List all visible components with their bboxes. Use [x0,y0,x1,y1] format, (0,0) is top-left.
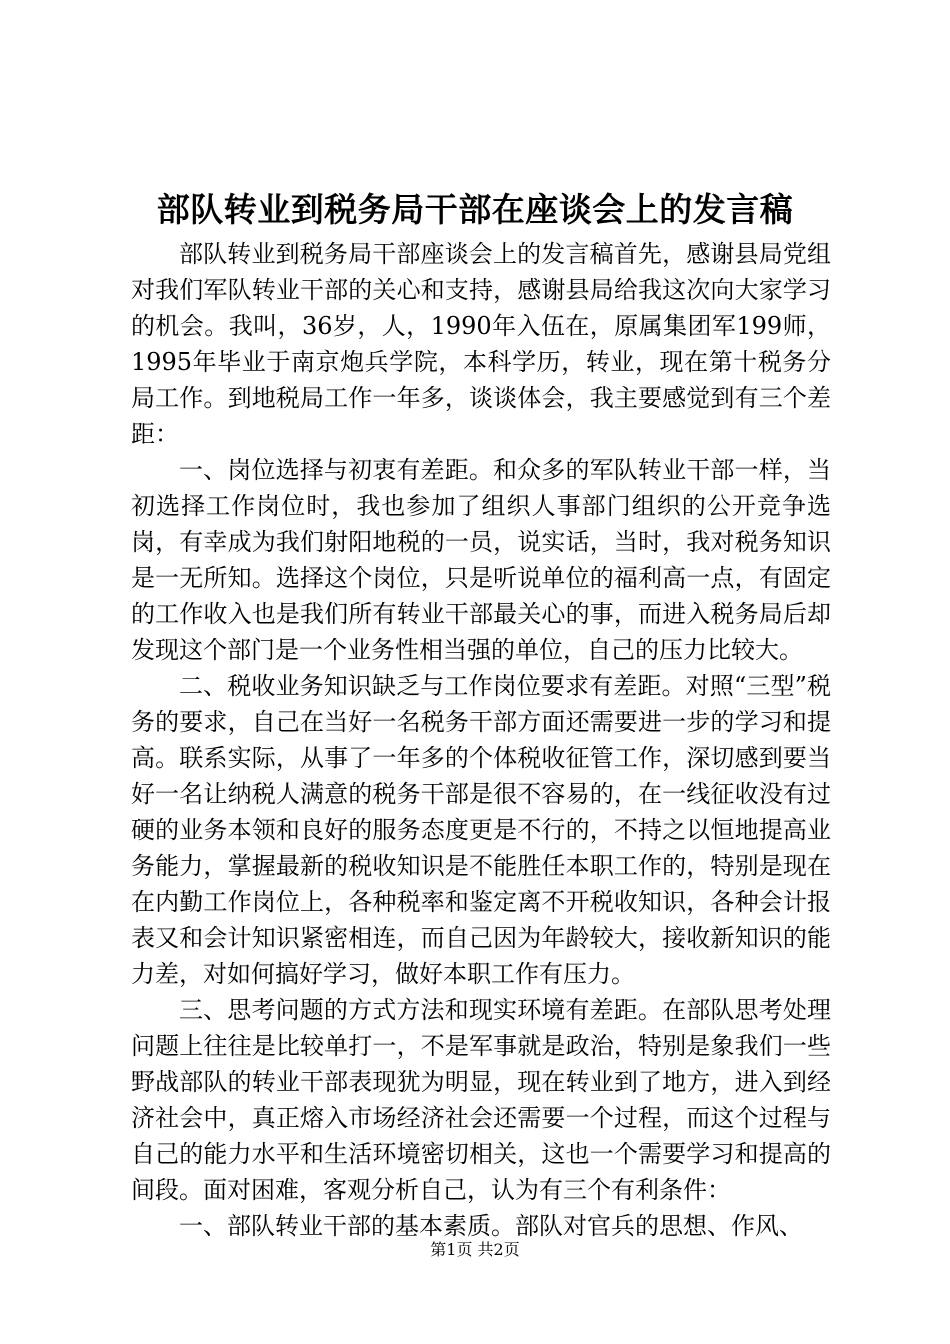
paragraph-advantage-one: 一、部队转业干部的基本素质。部队对官兵的思想、作风、 [179,1212,803,1240]
paragraph-gap-one: 一、岗位选择与初衷有差距。和众多的军队转业干部一样，当初选择工作岗位时，我也参加了组织人事部门组织的公开竞争选岗，有幸成为我们射阳地税的一员，说实话，当时，我对税务知识是一无所知。选择这个岗位，只是听说单位的福利高一点，有固定的工作收入也是我们所有转业干部最关心的事，而进入税务局后却发现这个部门是一个业务性相当强的单位，自己的压力比较大。 [131,456,831,664]
page-footer: 第1页 共2页 [430,1240,520,1259]
document-title: 部队转业到税务局干部在座谈会上的发言稿 [156,190,794,229]
paragraph-intro: 部队转业到税务局干部座谈会上的发言稿首先，感谢县局党组对我们军队转业干部的关心和支持，感谢县局给我这次向大家学习的机会。我叫，36岁，人，1990年入伍在，原属集团军199师，1995年毕业于南京炮兵学院，本科学历，转业，现在第十税务分局工作。到地税局工作一年多，谈谈体会，我主要感觉到有三个差距： [131,240,831,448]
paragraph-gap-two: 二、税收业务知识缺乏与工作岗位要求有差距。对照“三型”税务的要求，自己在当好一名税务干部方面还需要进一步的学习和提高。联系实际，从事了一年多的个体税收征管工作，深切感到要当好一名让纳税人满意的税务干部是很不容易的，在一线征收没有过硬的业务本领和良好的服务态度更是不行的，不持之以恒地提高业务能力，掌握最新的税收知识是不能胜任本职工作的，特别是现在在内勤工作岗位上，各种税率和鉴定离不开税收知识，各种会计报表又和会计知识紧密相连，而自己因为年龄较大，接收新知识的能力差，对如何搞好学习，做好本职工作有压力。 [131,672,831,988]
paragraph-gap-three: 三、思考问题的方式方法和现实环境有差距。在部队思考处理问题上往往是比较单打一，不是军事就是政治，特别是象我们一些野战部队的转业干部表现犹为明显，现在转业到了地方，进入到经济社会中，真正熔入市场经济社会还需要一个过程，而这个过程与自己的能力水平和生活环境密切相关，这也一个需要学习和提高的间段。面对困难，客观分析自己，认为有三个有利条件： [131,996,831,1204]
document-body [131,236,831,1244]
